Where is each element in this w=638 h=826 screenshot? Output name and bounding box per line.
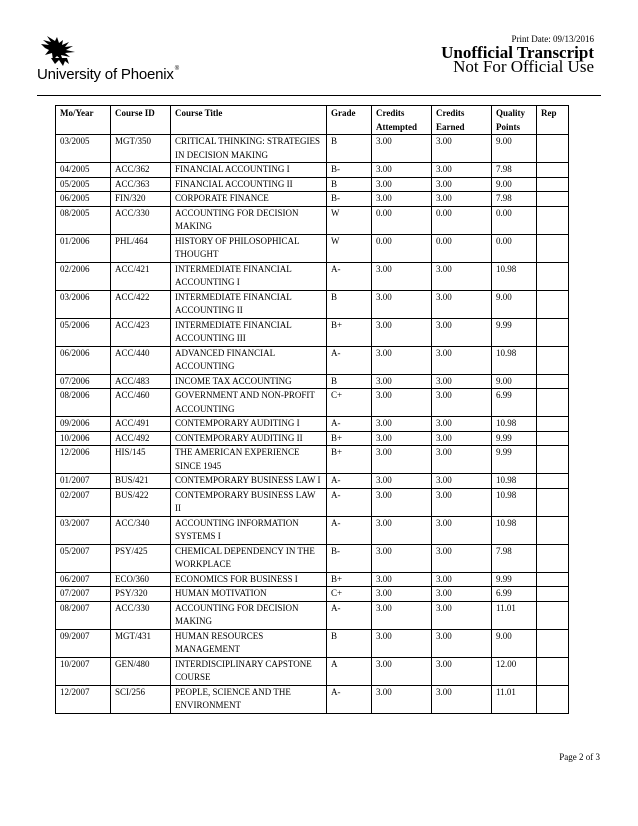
cell-credits-attempted: 3.00 <box>372 601 432 629</box>
page-number: Page 2 of 3 <box>559 752 600 762</box>
cell-credits-attempted: 3.00 <box>372 192 432 207</box>
cell-grade: B- <box>327 163 372 178</box>
table-row <box>56 417 569 432</box>
cell-mo-year: 01/2006 <box>56 234 111 262</box>
cell-rep <box>537 572 569 587</box>
table-row <box>56 177 569 192</box>
cell-credits-attempted: 3.00 <box>372 374 432 389</box>
phoenix-bird-icon <box>39 34 77 68</box>
cell-grade: W <box>327 206 372 234</box>
cell-quality-points: 10.98 <box>492 488 537 516</box>
cell-mo-year: 08/2005 <box>56 206 111 234</box>
column-header: Course Title <box>171 106 327 135</box>
cell-quality-points: 9.99 <box>492 318 537 346</box>
cell-grade: B <box>327 177 372 192</box>
cell-grade: B+ <box>327 446 372 474</box>
cell-course-id: PSY/425 <box>111 544 171 572</box>
cell-course-id: PSY/320 <box>111 587 171 602</box>
table-row <box>56 516 569 544</box>
cell-grade: B+ <box>327 318 372 346</box>
cell-mo-year: 05/2005 <box>56 177 111 192</box>
cell-course-id: ACC/491 <box>111 417 171 432</box>
cell-course-title: HUMAN RESOURCES MANAGEMENT <box>171 629 327 657</box>
cell-course-title: FINANCIAL ACCOUNTING II <box>171 177 327 192</box>
cell-credits-attempted: 3.00 <box>372 685 432 713</box>
cell-rep <box>537 601 569 629</box>
cell-rep <box>537 206 569 234</box>
cell-quality-points: 9.00 <box>492 177 537 192</box>
cell-quality-points: 10.98 <box>492 262 537 290</box>
cell-course-id: ACC/421 <box>111 262 171 290</box>
cell-credits-attempted: 3.00 <box>372 177 432 192</box>
cell-course-id: ECO/360 <box>111 572 171 587</box>
cell-credits-attempted: 3.00 <box>372 516 432 544</box>
cell-credits-attempted: 3.00 <box>372 346 432 374</box>
cell-grade: B+ <box>327 572 372 587</box>
cell-credits-attempted: 3.00 <box>372 474 432 489</box>
cell-credits-earned: 0.00 <box>432 234 492 262</box>
cell-course-title: THE AMERICAN EXPERIENCE SINCE 1945 <box>171 446 327 474</box>
cell-mo-year: 05/2006 <box>56 318 111 346</box>
column-header: Credits Earned <box>432 106 492 135</box>
cell-credits-earned: 3.00 <box>432 163 492 178</box>
table-row <box>56 572 569 587</box>
cell-course-title: INTERMEDIATE FINANCIAL ACCOUNTING III <box>171 318 327 346</box>
table-row <box>56 446 569 474</box>
table-row <box>56 262 569 290</box>
cell-rep <box>537 516 569 544</box>
cell-quality-points: 6.99 <box>492 389 537 417</box>
cell-grade: B <box>327 135 372 163</box>
table-row <box>56 629 569 657</box>
university-logo <box>37 34 197 84</box>
cell-grade: C+ <box>327 389 372 417</box>
cell-mo-year: 03/2007 <box>56 516 111 544</box>
cell-course-title: INTERDISCIPLINARY CAPSTONE COURSE <box>171 657 327 685</box>
cell-course-id: PHL/464 <box>111 234 171 262</box>
cell-rep <box>537 488 569 516</box>
cell-grade: A- <box>327 488 372 516</box>
cell-quality-points: 7.98 <box>492 163 537 178</box>
cell-mo-year: 12/2007 <box>56 685 111 713</box>
cell-rep <box>537 685 569 713</box>
cell-credits-attempted: 3.00 <box>372 629 432 657</box>
cell-credits-attempted: 3.00 <box>372 572 432 587</box>
cell-course-id: ACC/422 <box>111 290 171 318</box>
cell-mo-year: 06/2007 <box>56 572 111 587</box>
header-divider <box>37 95 601 96</box>
table-row <box>56 234 569 262</box>
cell-credits-earned: 3.00 <box>432 374 492 389</box>
cell-credits-earned: 3.00 <box>432 192 492 207</box>
cell-rep <box>537 417 569 432</box>
table-row <box>56 474 569 489</box>
cell-course-title: HISTORY OF PHILOSOPHICAL THOUGHT <box>171 234 327 262</box>
column-header: Course ID <box>111 106 171 135</box>
cell-course-title: HUMAN MOTIVATION <box>171 587 327 602</box>
cell-rep <box>537 389 569 417</box>
cell-mo-year: 08/2007 <box>56 601 111 629</box>
cell-mo-year: 09/2007 <box>56 629 111 657</box>
cell-mo-year: 02/2006 <box>56 262 111 290</box>
cell-rep <box>537 629 569 657</box>
cell-course-id: ACC/460 <box>111 389 171 417</box>
cell-course-title: FINANCIAL ACCOUNTING I <box>171 163 327 178</box>
cell-grade: B <box>327 629 372 657</box>
cell-course-title: CONTEMPORARY BUSINESS LAW I <box>171 474 327 489</box>
cell-quality-points: 9.99 <box>492 446 537 474</box>
cell-rep <box>537 431 569 446</box>
cell-rep <box>537 587 569 602</box>
transcript-table <box>55 105 569 714</box>
cell-grade: A <box>327 657 372 685</box>
cell-course-id: HIS/145 <box>111 446 171 474</box>
cell-credits-earned: 3.00 <box>432 488 492 516</box>
cell-course-id: GEN/480 <box>111 657 171 685</box>
cell-course-id: ACC/330 <box>111 601 171 629</box>
cell-course-title: CRITICAL THINKING: STRATEGIES IN DECISION MAKING <box>171 135 327 163</box>
cell-credits-earned: 3.00 <box>432 601 492 629</box>
cell-credits-earned: 3.00 <box>432 417 492 432</box>
cell-credits-earned: 3.00 <box>432 262 492 290</box>
cell-course-id: BUS/421 <box>111 474 171 489</box>
cell-quality-points: 11.01 <box>492 601 537 629</box>
cell-rep <box>537 177 569 192</box>
cell-quality-points: 10.98 <box>492 516 537 544</box>
cell-rep <box>537 657 569 685</box>
cell-credits-earned: 3.00 <box>432 431 492 446</box>
cell-credits-attempted: 3.00 <box>372 290 432 318</box>
cell-credits-attempted: 3.00 <box>372 544 432 572</box>
cell-quality-points: 7.98 <box>492 544 537 572</box>
print-date: Print Date: 09/13/2016 <box>511 34 594 44</box>
table-row <box>56 290 569 318</box>
cell-grade: B- <box>327 192 372 207</box>
cell-quality-points: 10.98 <box>492 417 537 432</box>
cell-credits-earned: 3.00 <box>432 657 492 685</box>
cell-quality-points: 10.98 <box>492 346 537 374</box>
cell-credits-earned: 3.00 <box>432 177 492 192</box>
cell-course-title: CHEMICAL DEPENDENCY IN THE WORKPLACE <box>171 544 327 572</box>
cell-credits-attempted: 0.00 <box>372 206 432 234</box>
cell-course-title: INTERMEDIATE FINANCIAL ACCOUNTING II <box>171 290 327 318</box>
cell-grade: W <box>327 234 372 262</box>
column-header: Quality Points <box>492 106 537 135</box>
table-row <box>56 657 569 685</box>
cell-quality-points: 9.99 <box>492 431 537 446</box>
cell-course-title: ACCOUNTING INFORMATION SYSTEMS I <box>171 516 327 544</box>
cell-grade: A- <box>327 417 372 432</box>
cell-credits-attempted: 3.00 <box>372 262 432 290</box>
cell-grade: B+ <box>327 431 372 446</box>
table-row <box>56 488 569 516</box>
cell-credits-earned: 3.00 <box>432 318 492 346</box>
cell-credits-attempted: 3.00 <box>372 488 432 516</box>
cell-course-title: CONTEMPORARY AUDITING I <box>171 417 327 432</box>
column-header: Rep <box>537 106 569 135</box>
cell-quality-points: 9.00 <box>492 135 537 163</box>
cell-credits-attempted: 3.00 <box>372 657 432 685</box>
cell-credits-earned: 3.00 <box>432 135 492 163</box>
cell-quality-points: 9.99 <box>492 572 537 587</box>
cell-course-id: SCI/256 <box>111 685 171 713</box>
cell-mo-year: 09/2006 <box>56 417 111 432</box>
cell-credits-earned: 3.00 <box>432 629 492 657</box>
cell-mo-year: 03/2006 <box>56 290 111 318</box>
cell-grade: A- <box>327 474 372 489</box>
cell-course-id: ACC/440 <box>111 346 171 374</box>
cell-credits-earned: 3.00 <box>432 587 492 602</box>
cell-course-title: CORPORATE FINANCE <box>171 192 327 207</box>
table-row <box>56 601 569 629</box>
table-row <box>56 389 569 417</box>
cell-grade: B- <box>327 544 372 572</box>
cell-rep <box>537 544 569 572</box>
cell-course-id: ACC/492 <box>111 431 171 446</box>
cell-rep <box>537 318 569 346</box>
cell-quality-points: 9.00 <box>492 290 537 318</box>
cell-rep <box>537 374 569 389</box>
cell-course-id: MGT/350 <box>111 135 171 163</box>
cell-mo-year: 10/2007 <box>56 657 111 685</box>
cell-grade: A- <box>327 516 372 544</box>
cell-course-title: ADVANCED FINANCIAL ACCOUNTING <box>171 346 327 374</box>
cell-course-id: ACC/423 <box>111 318 171 346</box>
table-body <box>56 135 569 714</box>
cell-mo-year: 05/2007 <box>56 544 111 572</box>
cell-credits-earned: 3.00 <box>432 544 492 572</box>
transcript-title: Unofficial Transcript <box>441 43 594 62</box>
cell-grade: A- <box>327 685 372 713</box>
cell-grade: A- <box>327 346 372 374</box>
table-row <box>56 685 569 713</box>
cell-course-title: ACCOUNTING FOR DECISION MAKING <box>171 601 327 629</box>
cell-credits-earned: 3.00 <box>432 474 492 489</box>
cell-grade: B <box>327 290 372 318</box>
cell-quality-points: 0.00 <box>492 234 537 262</box>
cell-quality-points: 11.01 <box>492 685 537 713</box>
cell-quality-points: 9.00 <box>492 629 537 657</box>
cell-course-id: ACC/483 <box>111 374 171 389</box>
table-row <box>56 587 569 602</box>
cell-mo-year: 07/2006 <box>56 374 111 389</box>
cell-course-title: INCOME TAX ACCOUNTING <box>171 374 327 389</box>
cell-credits-earned: 3.00 <box>432 516 492 544</box>
cell-credits-earned: 3.00 <box>432 572 492 587</box>
cell-quality-points: 12.00 <box>492 657 537 685</box>
table-row <box>56 431 569 446</box>
table-row <box>56 163 569 178</box>
cell-course-id: ACC/363 <box>111 177 171 192</box>
cell-course-title: PEOPLE, SCIENCE AND THE ENVIRONMENT <box>171 685 327 713</box>
cell-course-title: ACCOUNTING FOR DECISION MAKING <box>171 206 327 234</box>
cell-course-title: CONTEMPORARY AUDITING II <box>171 431 327 446</box>
cell-mo-year: 02/2007 <box>56 488 111 516</box>
cell-quality-points: 0.00 <box>492 206 537 234</box>
cell-course-title: INTERMEDIATE FINANCIAL ACCOUNTING I <box>171 262 327 290</box>
cell-mo-year: 07/2007 <box>56 587 111 602</box>
table-row <box>56 135 569 163</box>
cell-credits-earned: 3.00 <box>432 685 492 713</box>
cell-course-id: FIN/320 <box>111 192 171 207</box>
cell-course-id: MGT/431 <box>111 629 171 657</box>
cell-rep <box>537 474 569 489</box>
cell-grade: A- <box>327 262 372 290</box>
table-row <box>56 206 569 234</box>
cell-credits-attempted: 3.00 <box>372 389 432 417</box>
cell-course-id: ACC/330 <box>111 206 171 234</box>
cell-credits-attempted: 3.00 <box>372 417 432 432</box>
cell-quality-points: 6.99 <box>492 587 537 602</box>
table-row <box>56 192 569 207</box>
cell-mo-year: 08/2006 <box>56 389 111 417</box>
table-row <box>56 318 569 346</box>
cell-credits-attempted: 3.00 <box>372 135 432 163</box>
cell-credits-earned: 3.00 <box>432 389 492 417</box>
cell-credits-attempted: 3.00 <box>372 318 432 346</box>
cell-rep <box>537 135 569 163</box>
cell-credits-earned: 3.00 <box>432 346 492 374</box>
cell-grade: B <box>327 374 372 389</box>
cell-mo-year: 06/2005 <box>56 192 111 207</box>
column-header: Credits Attempted <box>372 106 432 135</box>
cell-rep <box>537 163 569 178</box>
cell-mo-year: 01/2007 <box>56 474 111 489</box>
table-row <box>56 346 569 374</box>
cell-course-id: BUS/422 <box>111 488 171 516</box>
cell-course-id: ACC/362 <box>111 163 171 178</box>
table-header-row <box>56 106 569 135</box>
cell-rep <box>537 346 569 374</box>
cell-quality-points: 10.98 <box>492 474 537 489</box>
cell-mo-year: 06/2006 <box>56 346 111 374</box>
cell-mo-year: 12/2006 <box>56 446 111 474</box>
cell-credits-earned: 3.00 <box>432 290 492 318</box>
cell-quality-points: 9.00 <box>492 374 537 389</box>
column-header: Mo/Year <box>56 106 111 135</box>
cell-credits-earned: 0.00 <box>432 206 492 234</box>
cell-course-title: ECONOMICS FOR BUSINESS I <box>171 572 327 587</box>
registered-mark: ® <box>174 66 179 72</box>
cell-rep <box>537 262 569 290</box>
logo-wordmark <box>37 66 179 83</box>
cell-credits-attempted: 3.00 <box>372 163 432 178</box>
cell-grade: A- <box>327 601 372 629</box>
logo-text: University of Phoenix <box>37 66 174 83</box>
cell-course-id: ACC/340 <box>111 516 171 544</box>
cell-rep <box>537 234 569 262</box>
cell-grade: C+ <box>327 587 372 602</box>
table-row <box>56 544 569 572</box>
cell-mo-year: 03/2005 <box>56 135 111 163</box>
cell-credits-attempted: 3.00 <box>372 587 432 602</box>
transcript-subtitle: Not For Official Use <box>453 57 594 76</box>
table-row <box>56 374 569 389</box>
cell-course-title: GOVERNMENT AND NON-PROFIT ACCOUNTING <box>171 389 327 417</box>
cell-rep <box>537 192 569 207</box>
cell-rep <box>537 446 569 474</box>
cell-mo-year: 04/2005 <box>56 163 111 178</box>
cell-credits-earned: 3.00 <box>432 446 492 474</box>
column-header: Grade <box>327 106 372 135</box>
cell-credits-attempted: 0.00 <box>372 234 432 262</box>
cell-rep <box>537 290 569 318</box>
cell-quality-points: 7.98 <box>492 192 537 207</box>
cell-mo-year: 10/2006 <box>56 431 111 446</box>
cell-credits-attempted: 3.00 <box>372 446 432 474</box>
cell-course-title: CONTEMPORARY BUSINESS LAW II <box>171 488 327 516</box>
cell-credits-attempted: 3.00 <box>372 431 432 446</box>
